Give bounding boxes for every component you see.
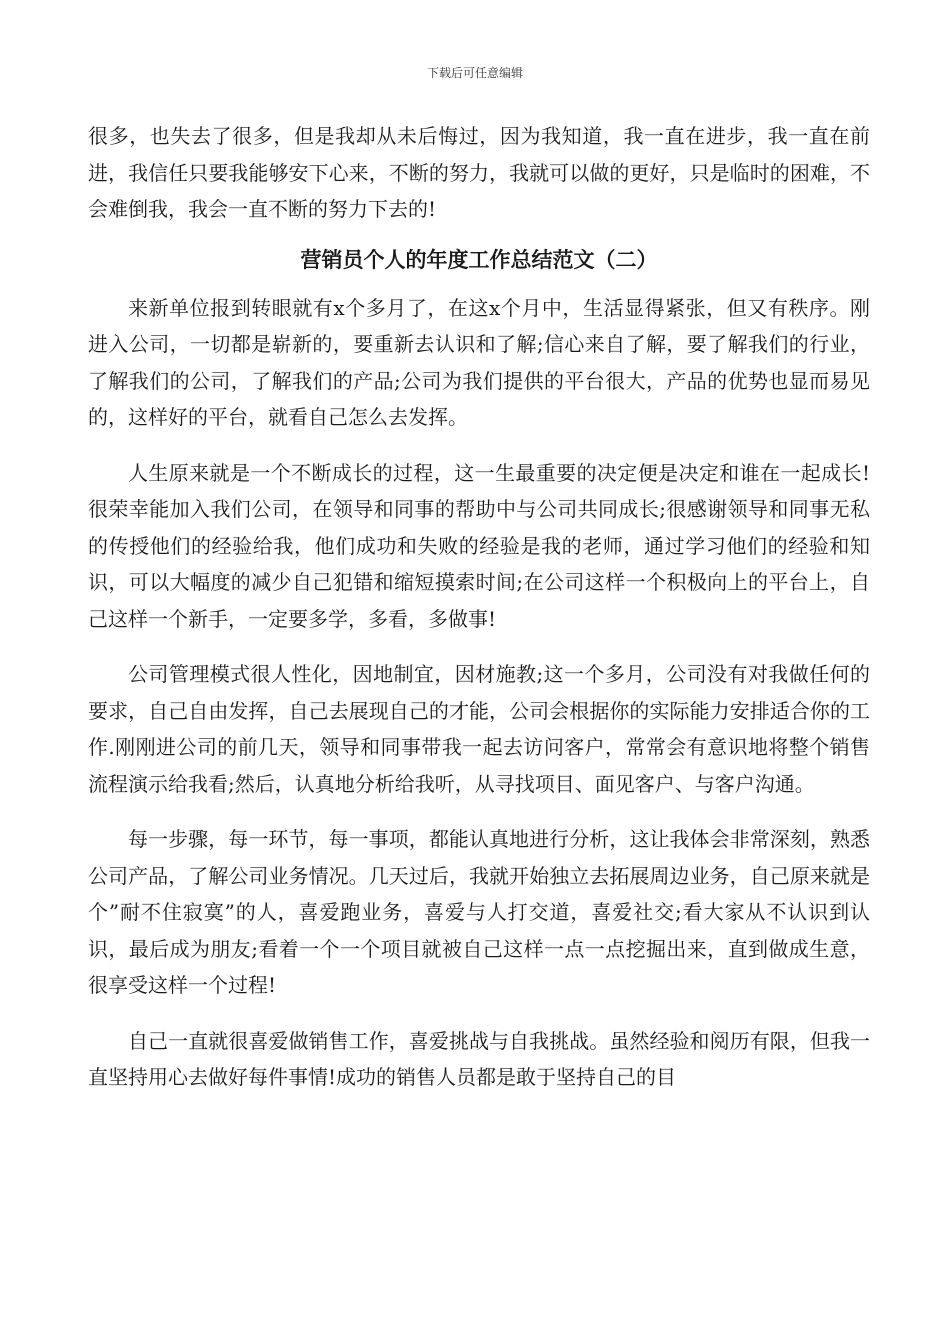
paragraph-gap — [88, 802, 870, 821]
body-paragraph: 人生原来就是一个不断成长的过程，这一生最重要的决定便是决定和谁在一起成长!很荣幸能加入我们公司，在领导和同事的帮助中与公司共同成长;很感谢领导和同事无私的传授他们的经验给我，他们成功和失败的经验是我的老师，通过学习他们的经验和知识，可以大幅度的减少自己犯错和缩短摸索时间;在公司这样一个积极向上的平台上，自己这样一个新手，一定要多学，多看，多做事! — [88, 460, 870, 631]
body-paragraph: 每一步骤，每一环节，每一事项，都能认真地进行分析，这让我体会非常深刻，熟悉公司产品，了解公司业务情况。几天过后，我就开始独立去拓展周边业务，自己原来就是个”耐不住寂寞”的人，喜爱跑业务，喜爱与人打交道，喜爱社交;看大家从不认识到认识，最后成为朋友;看着一个一个项目就被自己这样一点一点挖掘出来，直到做成生意，很享受这样一个过程! — [88, 827, 870, 997]
body-paragraph: 公司管理模式很人性化，因地制宜，因材施教;这一个多月，公司没有对我做任何的要求，自己自由发挥，自己去展现自己的才能，公司会根据你的实际能力安排适合你的工作.刚刚进公司的前几天，领导和同事带我一起去访问客户，常常会有意识地将整个销售流程演示给我看;然后，认真地分析给我听，从寻找项目、面见客户、与客户沟通。 — [88, 662, 870, 796]
paragraph-gap — [88, 637, 870, 656]
continuation-paragraph: 很多，也失去了很多，但是我却从未后悔过，因为我知道，我一直在进步，我一直在前进，我信任只要我能够安下心来，不断的努力，我就可以做的更好，只是临时的困难，不会难倒我，我会一直不断的努力下去的! — [88, 124, 870, 221]
page-header: 下载后可任意编辑 — [426, 66, 523, 80]
document-body — [88, 118, 870, 1096]
body-paragraph: 来新单位报到转眼就有x个多月了，在这x个月中，生活显得紧张，但又有秩序。刚进入公司，一切都是崭新的，要重新去认识和了解;信心来自了解，要了解我们的行业，了解我们的公司，了解我们的产品;公司为我们提供的平台很大，产品的优势也显而易见的，这样好的平台，就看自己怎么去发挥。 — [88, 295, 870, 429]
section-title: 营销员个人的年度工作总结范文（二） — [300, 246, 658, 272]
body-paragraph: 自己一直就很喜爱做销售工作，喜爱挑战与自我挑战。虽然经验和阅历有限，但我一直坚持用心去做好每件事情!成功的销售人员都是敢于坚持自己的目 — [88, 1028, 870, 1089]
paragraph-gap — [88, 1004, 870, 1023]
paragraph-gap — [88, 436, 870, 455]
